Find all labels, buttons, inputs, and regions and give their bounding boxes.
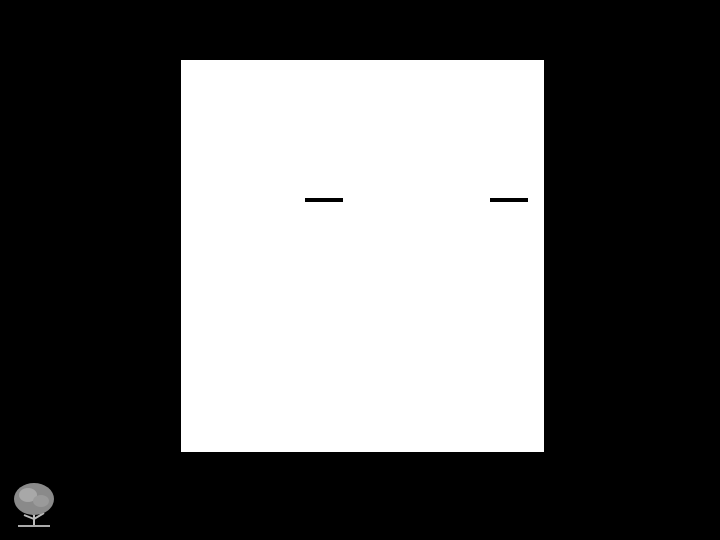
micrograph-b-image [368, 60, 544, 216]
bar-chart [181, 216, 544, 452]
scale-bar-a [305, 198, 343, 202]
scale-bar-b [490, 198, 528, 202]
micrograph-a-image [181, 60, 366, 216]
elsevier-tree-icon [4, 477, 64, 537]
micrograph-panel-b [368, 60, 544, 216]
micrograph-panel-a [181, 60, 366, 216]
figure-4 [181, 60, 544, 452]
panel-divider [366, 60, 368, 216]
